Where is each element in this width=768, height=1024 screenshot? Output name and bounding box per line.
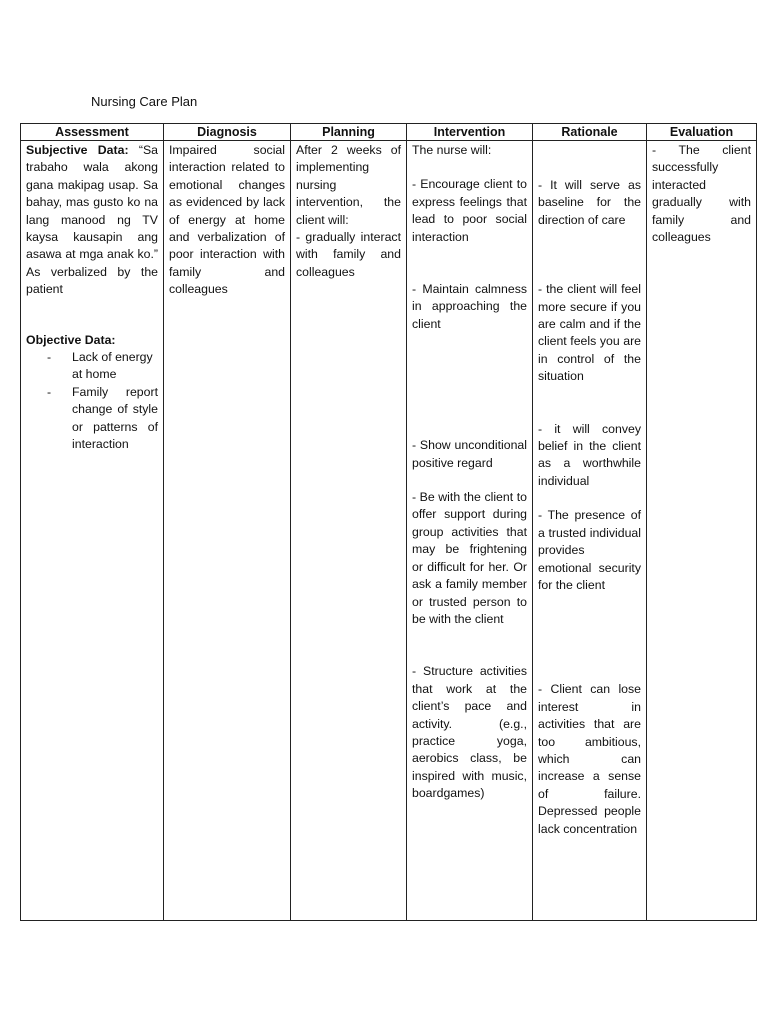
planning-intro: After 2 weeks of implementing nursing intervention, the client will: [296, 143, 401, 227]
bullet-dash: - [47, 350, 52, 365]
objective-list [26, 349, 158, 453]
intervention-intro: The nurse will: [412, 143, 492, 157]
assessment-cell [21, 141, 164, 921]
diagnosis-text: Impaired social interaction related to emotional changes as evidenced by lack of energy at home and verbalization of poor interaction with family and colleagues [169, 143, 285, 297]
document-title: Nursing Care Plan [91, 94, 198, 109]
header-evaluation: Evaluation [647, 124, 757, 141]
intervention-item: - Maintain calmness in approaching the client [412, 282, 527, 331]
rationale-cell [533, 141, 647, 921]
intervention-cell [407, 141, 533, 921]
intervention-item: - Be with the client to offer support during group activities that may be frightening or difficult for her. Or ask a family member or trusted person to be with the client [412, 490, 527, 626]
subjective-text: “Sa trabaho wala akong gana makipag usap. Sa bahay, mas gusto ko na lang manood ng TV kaysa kausapin ang asawa at mga anak ko.” As verbalized by the patient [26, 143, 158, 297]
header-row [21, 124, 757, 141]
objective-item: - Family report change of style or patterns of interaction [47, 384, 158, 452]
header-intervention: Intervention [407, 124, 533, 141]
objective-item: - Lack of energy at home [47, 350, 153, 382]
subjective-label: Subjective Data: [26, 143, 129, 157]
bullet-dash: - [47, 384, 52, 399]
header-assessment: Assessment [21, 124, 164, 141]
evaluation-cell [647, 141, 757, 921]
rationale-item: - The presence of a trusted individual provides emotional security for the client [538, 508, 641, 592]
diagnosis-cell [164, 141, 291, 921]
intervention-item: - Show unconditional positive regard [412, 438, 527, 470]
rationale-item: - It will serve as baseline for the direction of care [538, 178, 641, 227]
header-rationale: Rationale [533, 124, 647, 141]
planning-goal: - gradually interact with family and colleagues [296, 230, 401, 279]
care-plan-row [21, 141, 757, 921]
planning-cell [291, 141, 407, 921]
header-diagnosis: Diagnosis [164, 124, 291, 141]
intervention-item: - Encourage client to express feelings that lead to poor social interaction [412, 177, 527, 244]
care-plan-table [20, 123, 757, 921]
objective-label: Objective Data: [26, 332, 116, 347]
evaluation-text: - The client successfully interacted gradually with family and colleagues [652, 143, 751, 245]
subjective-data [26, 142, 158, 299]
rationale-item: - the client will feel more secure if you are calm and if the client feels you are in control of the situation [538, 282, 641, 384]
rationale-item: - Client can lose interest in activities that are too ambitious, which can increase a sense of failure. Depressed people lack concentration [538, 682, 641, 836]
rationale-item: - it will convey belief in the client as a worthwhile individual [538, 421, 641, 488]
intervention-item: - Structure activities that work at the client’s pace and activity. (e.g., practice yoga, aerobics class, be inspired with music, boardgames) [412, 664, 527, 801]
header-planning: Planning [291, 124, 407, 141]
